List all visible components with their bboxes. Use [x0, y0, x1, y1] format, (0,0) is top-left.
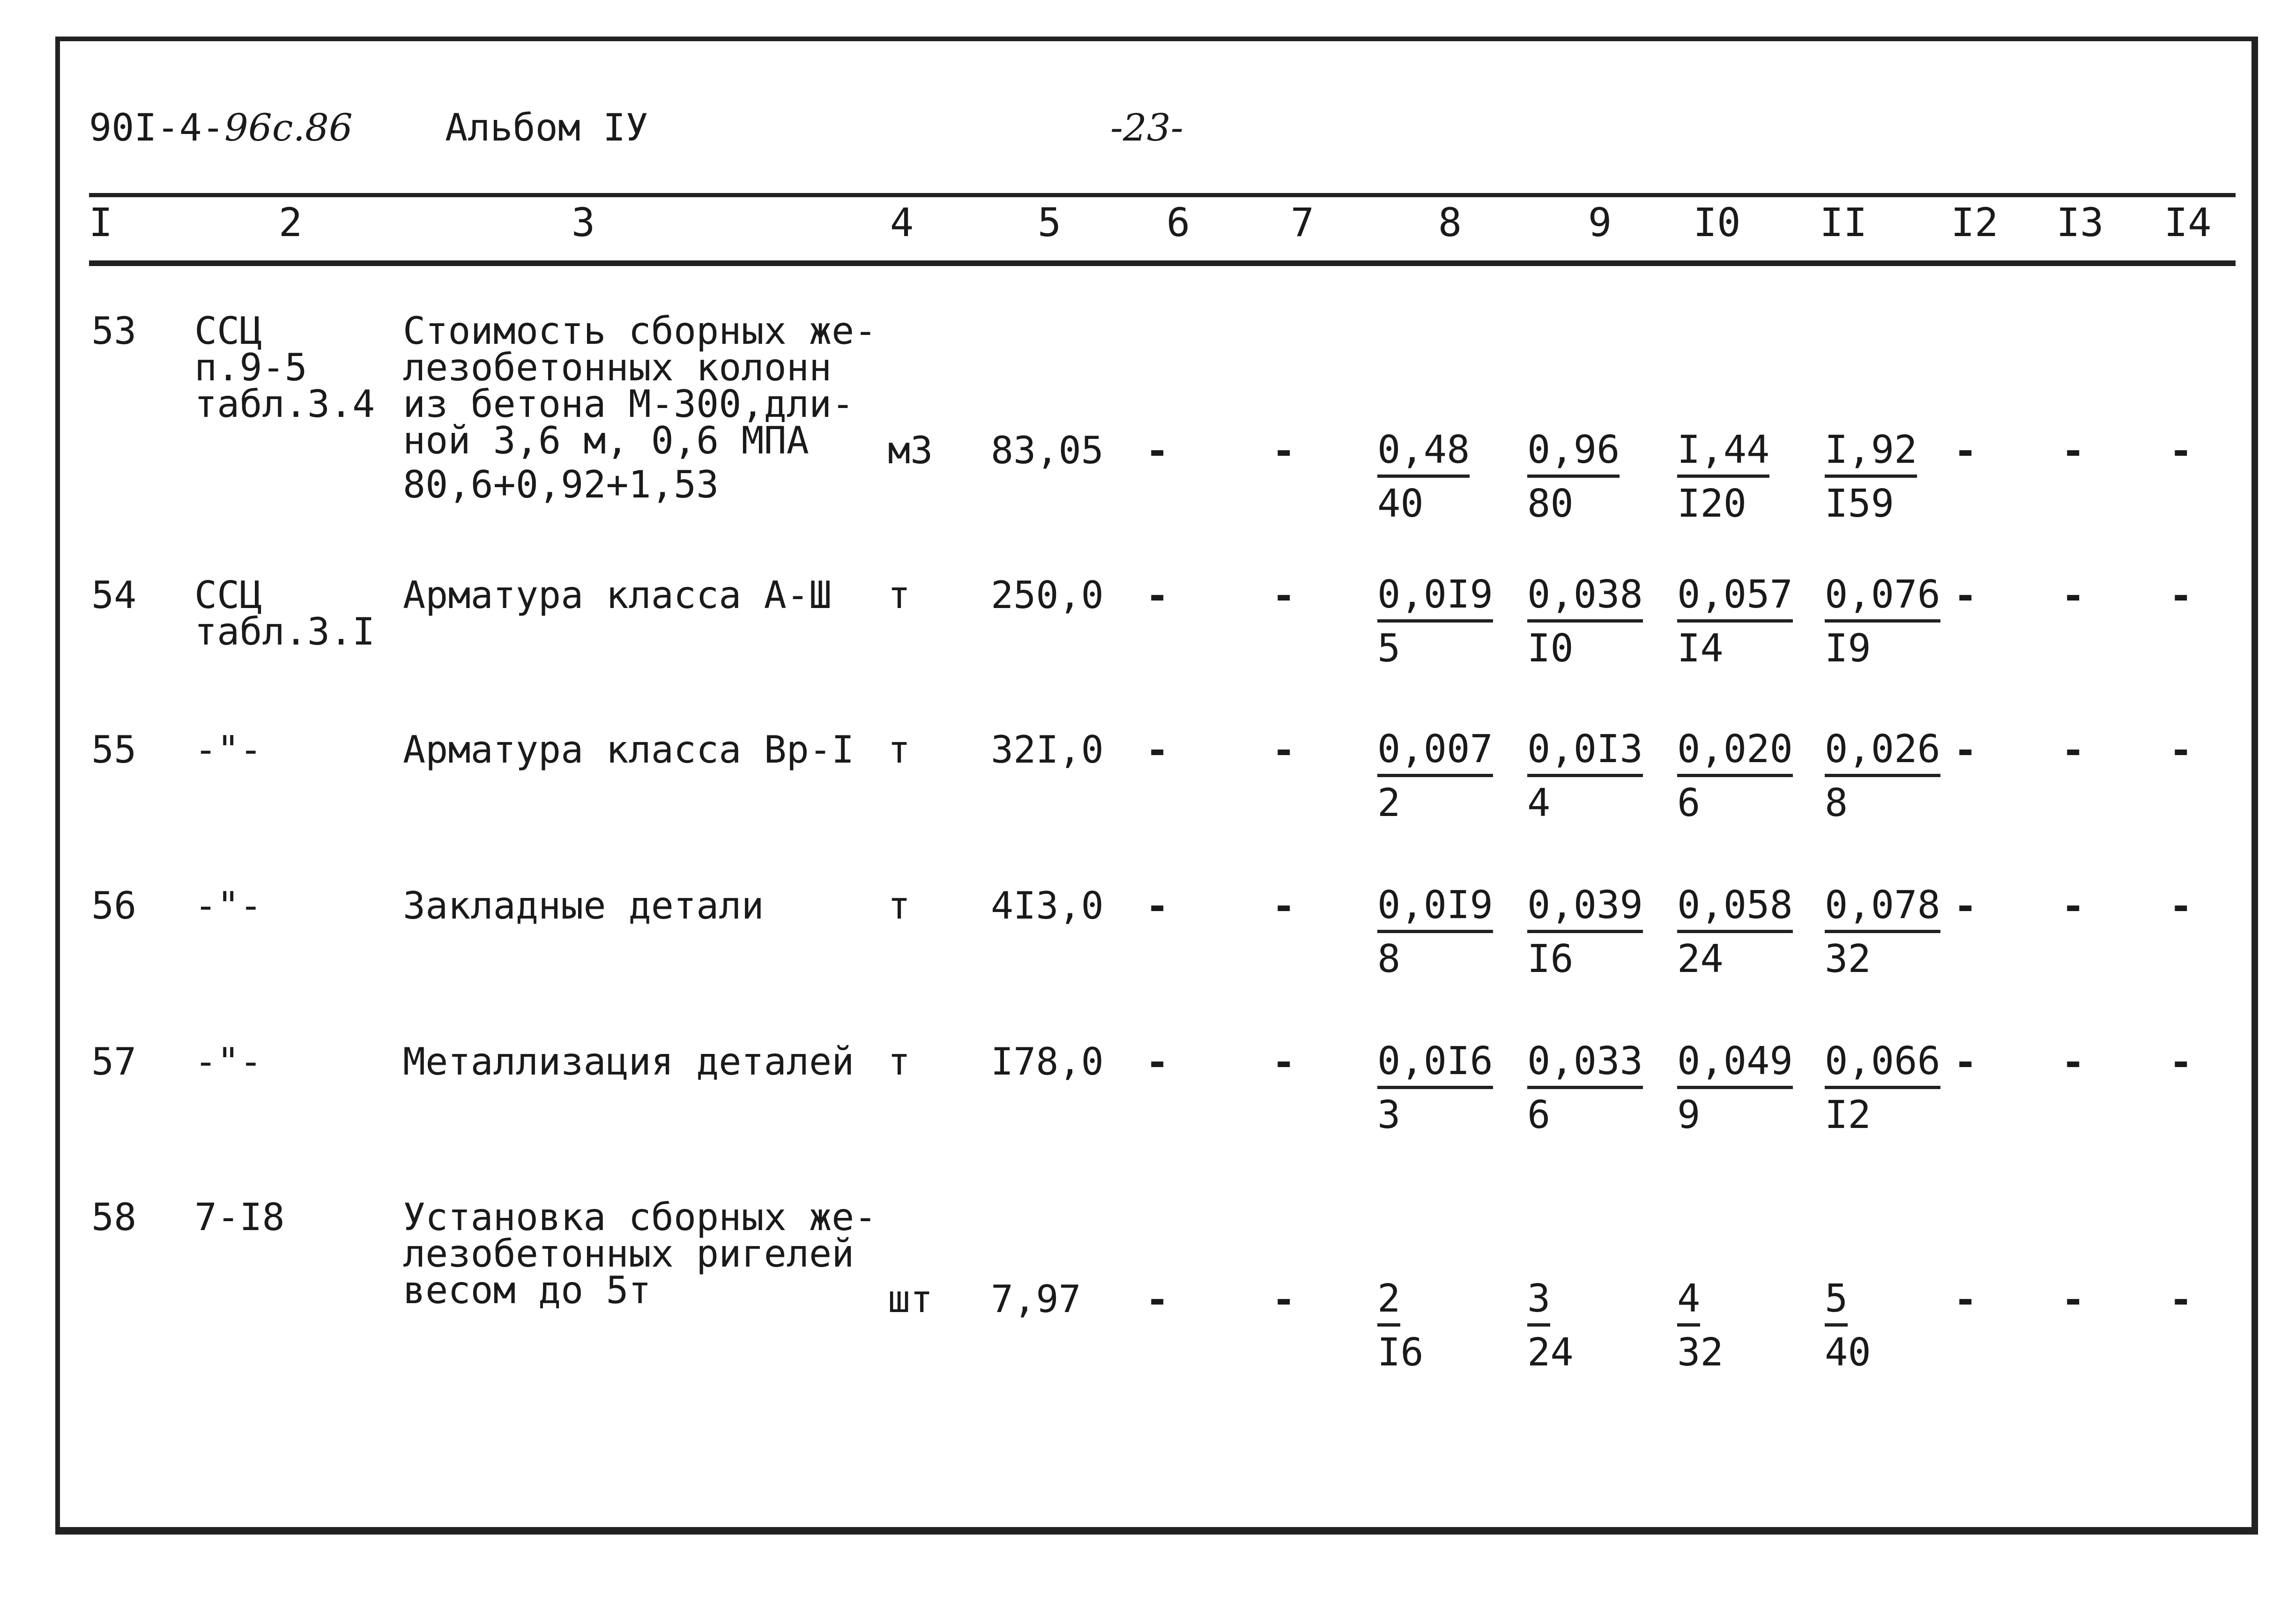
row-col6-dash: -	[1145, 1276, 1169, 1322]
column-number: 5	[1037, 200, 1062, 245]
row-value-fraction	[1677, 571, 1793, 672]
fraction-denominator: I20	[1677, 482, 1747, 526]
row-value-fraction	[1527, 571, 1643, 672]
fraction-numerator: 0,48	[1377, 427, 1470, 478]
row-col14-dash: -	[2169, 428, 2193, 474]
row-col12-dash: -	[1954, 727, 1977, 773]
row-value-fraction	[1377, 1038, 1493, 1139]
fraction-denominator: 6	[1527, 1093, 1551, 1137]
row-col7-dash: -	[1272, 727, 1296, 773]
row-value-fraction	[1677, 427, 1769, 527]
fraction-numerator: 0,020	[1677, 726, 1793, 777]
fraction-numerator: 0,033	[1527, 1038, 1643, 1089]
fraction-denominator: I59	[1825, 482, 1895, 526]
fraction-denominator: I6	[1377, 1330, 1424, 1375]
row-basis-line: -"-	[194, 728, 262, 771]
fraction-numerator: 0,026	[1825, 726, 1940, 777]
header-top-rule	[89, 193, 2236, 197]
row-unit: м3	[888, 429, 933, 472]
row-col14-dash: -	[2169, 1039, 2193, 1085]
row-value-fraction	[1527, 427, 1620, 527]
row-price: 7,97	[991, 1277, 1081, 1321]
row-col12-dash: -	[1954, 1276, 1977, 1322]
fraction-numerator: 0,0I6	[1377, 1038, 1493, 1089]
row-value-fraction	[1825, 427, 1917, 527]
fraction-denominator: 3	[1377, 1093, 1401, 1137]
row-name-line: Стоимость сборных же-	[403, 309, 877, 353]
column-number: 3	[571, 200, 595, 245]
row-col7-dash: -	[1272, 428, 1296, 474]
row-unit: т	[888, 573, 911, 617]
row-price: 4I3,0	[991, 884, 1104, 927]
row-name	[403, 728, 854, 771]
fraction-denominator: 4	[1527, 781, 1551, 825]
row-price: I78,0	[991, 1040, 1104, 1083]
row-name-line: Арматура класса Вр-I	[403, 728, 854, 771]
fraction-numerator: 0,076	[1825, 571, 1940, 623]
row-unit: шт	[888, 1277, 933, 1321]
row-col12-dash: -	[1954, 428, 1977, 474]
row-value-fraction	[1527, 1276, 1574, 1376]
row-col14-dash: -	[2169, 883, 2193, 929]
row-price: 32I,0	[991, 728, 1104, 771]
fraction-numerator: I,44	[1677, 427, 1769, 478]
row-unit: т	[888, 884, 911, 927]
row-value-fraction	[1677, 1276, 1724, 1376]
column-number: I4	[2164, 200, 2212, 245]
page-number	[1110, 107, 1183, 149]
row-col13-dash: -	[2061, 572, 2085, 618]
row-name	[403, 884, 764, 927]
fraction-denominator: I9	[1825, 626, 1871, 671]
fraction-denominator: 32	[1825, 937, 1871, 981]
column-number: I0	[1693, 200, 1741, 245]
row-name-line: Арматура класса А-Ш	[403, 573, 832, 617]
fraction-numerator: 2	[1377, 1276, 1400, 1327]
document-code-prefix: 90I-4-	[89, 106, 224, 149]
row-basis	[194, 1195, 285, 1239]
row-number: 58	[91, 1195, 137, 1239]
fraction-numerator: 0,039	[1527, 882, 1643, 933]
row-col13-dash: -	[2061, 727, 2085, 773]
row-col14-dash: -	[2169, 572, 2193, 618]
album-label: Альбом IУ	[445, 106, 648, 149]
fraction-denominator: 80	[1527, 482, 1574, 526]
fraction-numerator: I,92	[1825, 427, 1917, 478]
row-value-fraction	[1677, 726, 1793, 827]
fraction-denominator: 6	[1677, 781, 1701, 825]
row-name	[403, 1195, 877, 1312]
row-name-line: лезобетонных колонн	[403, 346, 832, 389]
fraction-numerator: 3	[1527, 1276, 1550, 1327]
row-value-fraction	[1377, 427, 1470, 527]
row-basis	[194, 1040, 262, 1083]
header-bottom-rule	[89, 260, 2236, 266]
fraction-numerator: 0,078	[1825, 882, 1940, 933]
row-name-line: Закладные детали	[403, 884, 764, 927]
row-col6-dash: -	[1145, 428, 1169, 474]
row-number: 53	[91, 309, 137, 353]
fraction-denominator: 24	[1527, 1330, 1574, 1375]
row-value-fraction	[1527, 1038, 1643, 1139]
row-basis	[194, 309, 375, 426]
row-value-fraction	[1377, 571, 1493, 672]
fraction-denominator: 24	[1677, 937, 1724, 981]
fraction-numerator: 0,96	[1527, 427, 1620, 478]
row-col7-dash: -	[1272, 572, 1296, 618]
column-number: 7	[1290, 200, 1315, 245]
row-basis	[194, 728, 262, 771]
row-unit: т	[888, 728, 911, 771]
row-col6-dash: -	[1145, 572, 1169, 618]
row-value-fraction	[1377, 882, 1493, 983]
row-basis	[194, 884, 262, 927]
column-number: 4	[890, 200, 914, 245]
document-code	[89, 107, 353, 149]
row-value-fraction	[1825, 571, 1940, 672]
column-number: 8	[1438, 200, 1462, 245]
row-col14-dash: -	[2169, 1276, 2193, 1322]
row-value-fraction	[1825, 726, 1940, 827]
row-col7-dash: -	[1272, 1039, 1296, 1085]
row-basis-line: -"-	[194, 884, 262, 927]
column-number: I3	[2056, 200, 2104, 245]
fraction-numerator: 0,058	[1677, 882, 1793, 933]
row-basis	[194, 573, 375, 653]
row-value-fraction	[1377, 1276, 1424, 1376]
row-col13-dash: -	[2061, 428, 2085, 474]
column-number: I	[89, 200, 113, 245]
column-number: 2	[278, 200, 303, 245]
row-value-fraction	[1825, 882, 1940, 983]
row-unit: т	[888, 1040, 911, 1083]
row-basis-line: ССЦ	[194, 309, 262, 353]
row-name-line: из бетона М-300,дли-	[403, 382, 854, 426]
row-price: 83,05	[991, 429, 1104, 472]
fraction-denominator: 2	[1377, 781, 1401, 825]
row-col12-dash: -	[1954, 883, 1977, 929]
row-value-fraction	[1825, 1276, 1871, 1376]
row-number: 57	[91, 1040, 137, 1083]
row-col6-dash: -	[1145, 883, 1169, 929]
row-name-line: Установка сборных же-	[403, 1195, 877, 1239]
fraction-numerator: 0,038	[1527, 571, 1643, 623]
row-value-fraction	[1527, 726, 1643, 827]
row-number: 54	[91, 573, 137, 617]
row-basis-line: п.9-5	[194, 346, 307, 389]
row-name	[403, 309, 877, 506]
row-name	[403, 1040, 854, 1083]
row-basis-line: ССЦ	[194, 573, 262, 617]
row-col13-dash: -	[2061, 1276, 2085, 1322]
fraction-denominator: 32	[1677, 1330, 1724, 1375]
row-name-line: Металлизация деталей	[403, 1040, 854, 1083]
row-value-fraction	[1677, 1038, 1793, 1139]
row-name-line: ной 3,6 м, 0,6 МПА	[403, 419, 809, 462]
row-col7-dash: -	[1272, 1276, 1296, 1322]
row-value-fraction	[1825, 1038, 1940, 1139]
row-name-line: 80,6+0,92+1,53	[403, 463, 719, 506]
row-col6-dash: -	[1145, 1039, 1169, 1085]
row-name-line: лезобетонных ригелей	[403, 1232, 854, 1276]
row-price: 250,0	[991, 573, 1104, 617]
column-number: I2	[1951, 200, 1999, 245]
page-number-text: -23-	[1110, 106, 1183, 149]
fraction-numerator: 0,0I9	[1377, 882, 1493, 933]
row-basis-line: табл.3.4	[194, 382, 375, 426]
row-number: 56	[91, 884, 137, 927]
fraction-numerator: 0,057	[1677, 571, 1793, 623]
fraction-denominator: 8	[1377, 937, 1401, 981]
row-number: 55	[91, 728, 137, 771]
row-basis-line: 7-I8	[194, 1195, 285, 1239]
fraction-denominator: 40	[1377, 482, 1424, 526]
column-number: II	[1820, 200, 1867, 245]
fraction-denominator: 9	[1677, 1093, 1701, 1137]
row-col13-dash: -	[2061, 883, 2085, 929]
row-basis-line: -"-	[194, 1040, 262, 1083]
row-value-fraction	[1677, 882, 1793, 983]
row-col12-dash: -	[1954, 572, 1977, 618]
document-code-handwritten: 96с.86	[224, 106, 353, 149]
row-name-line: весом до 5т	[403, 1268, 651, 1312]
fraction-denominator: I2	[1825, 1093, 1871, 1137]
fraction-denominator: 40	[1825, 1330, 1871, 1375]
row-col7-dash: -	[1272, 883, 1296, 929]
row-basis-line: табл.3.I	[194, 610, 375, 653]
row-name	[403, 573, 832, 617]
fraction-numerator: 5	[1825, 1276, 1848, 1327]
fraction-denominator: I0	[1527, 626, 1574, 671]
fraction-numerator: 0,0I9	[1377, 571, 1493, 623]
row-col6-dash: -	[1145, 727, 1169, 773]
fraction-denominator: 8	[1825, 781, 1848, 825]
column-number: 9	[1588, 200, 1612, 245]
column-number: 6	[1166, 200, 1190, 245]
fraction-numerator: 0,049	[1677, 1038, 1793, 1089]
fraction-denominator: I6	[1527, 937, 1574, 981]
row-value-fraction	[1377, 726, 1493, 827]
fraction-numerator: 0,0I3	[1527, 726, 1643, 777]
row-value-fraction	[1527, 882, 1643, 983]
fraction-numerator: 0,066	[1825, 1038, 1940, 1089]
row-col12-dash: -	[1954, 1039, 1977, 1085]
fraction-denominator: I4	[1677, 626, 1724, 671]
fraction-numerator: 4	[1677, 1276, 1700, 1327]
row-col13-dash: -	[2061, 1039, 2085, 1085]
fraction-denominator: 5	[1377, 626, 1401, 671]
fraction-numerator: 0,007	[1377, 726, 1493, 777]
row-col14-dash: -	[2169, 727, 2193, 773]
